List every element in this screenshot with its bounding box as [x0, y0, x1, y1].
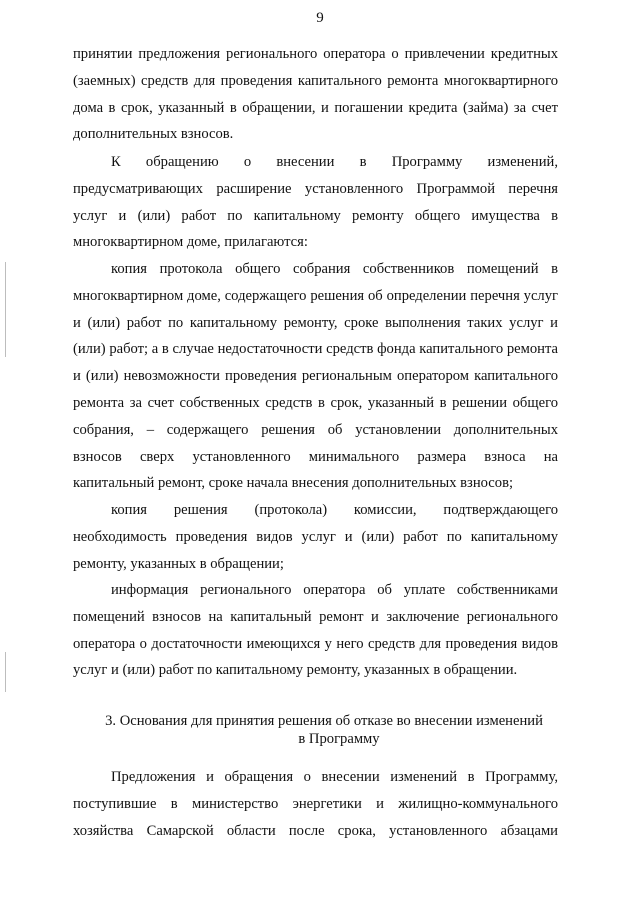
page-number: 9 — [316, 10, 324, 26]
section-heading-line: в Программу — [298, 731, 380, 747]
paragraph-proposals — [73, 764, 558, 844]
text-line: и (или) работ по капитальному ремонту, сроке выполнения таких услуг и — [73, 314, 558, 331]
section-heading-line: 3. Основания для принятия решения об отказе во внесении изменений — [105, 713, 543, 729]
text-line: собрания, – содержащего решения об установлении дополнительных — [73, 421, 558, 438]
text-line: и (или) невозможности проведения региональным оператором капитального — [73, 368, 558, 385]
text-line: информация регионального оператора об уплате собственниками — [111, 582, 558, 598]
paragraph-protocol-copy — [73, 256, 558, 497]
paragraph-operator-information — [73, 577, 558, 684]
text-line: принятии предложения регионального оператора о привлечении кредитных — [73, 46, 558, 62]
text-line: многоквартирном доме, прилагаются: — [73, 234, 308, 251]
text-line: Предложения и обращения о внесении изменений в Программу, — [111, 769, 558, 785]
text-line: дополнительных взносов. — [73, 126, 234, 143]
text-line: капитальный ремонт, сроке начала внесения дополнительных взносов; — [73, 475, 514, 492]
text-line: копия протокола общего собрания собственников помещений в — [111, 261, 558, 277]
text-line: поступившие в министерство энергетики и жилищно-коммунального — [73, 795, 558, 812]
paragraph-continuation — [73, 41, 558, 148]
text-line: взносов сверх установленного минимального размера взноса на — [73, 448, 558, 465]
text-line: (заемных) средств для проведения капитального ремонта многоквартирного — [73, 72, 558, 89]
section-heading — [0, 712, 640, 748]
text-line: ремонта за счет собственных средств в срок, указанный в решении общего — [73, 394, 558, 411]
paragraph-attachments-intro — [73, 149, 558, 256]
scan-margin-mark — [5, 652, 6, 692]
text-line: дома в срок, указанный в обращении, и погашении кредита (займа) за счет — [73, 99, 558, 116]
text-line: (или) работ; а в случае недостаточности средств фонда капитального ремонта — [73, 341, 558, 358]
text-line: помещений взносов на капитальный ремонт и заключение регионального — [73, 608, 558, 625]
scan-margin-mark — [5, 262, 6, 357]
text-line: К обращению о внесении в Программу изменений, — [111, 154, 558, 170]
text-line: копия решения (протокола) комиссии, подтверждающего — [111, 502, 558, 518]
text-line: услуг и (или) работ по капитальному ремонту, указанных в обращении. — [73, 662, 518, 679]
text-line: ремонту, указанных в обращении; — [73, 555, 284, 572]
text-line: оператора о достаточности имеющихся у него средств для проведения видов — [73, 635, 558, 652]
paragraph-commission-decision — [73, 497, 558, 577]
text-line: необходимость проведения видов услуг и (или) работ по капитальному — [73, 528, 558, 545]
text-line: многоквартирном доме, содержащего решения об определении перечня услуг — [73, 287, 558, 304]
text-line: услуг и (или) работ по капитальному ремонту общего имущества в — [73, 207, 558, 224]
text-line: хозяйства Самарской области после срока, установленного абзацами — [73, 822, 558, 839]
text-line: предусматривающих расширение установленного Программой перечня — [73, 180, 558, 197]
